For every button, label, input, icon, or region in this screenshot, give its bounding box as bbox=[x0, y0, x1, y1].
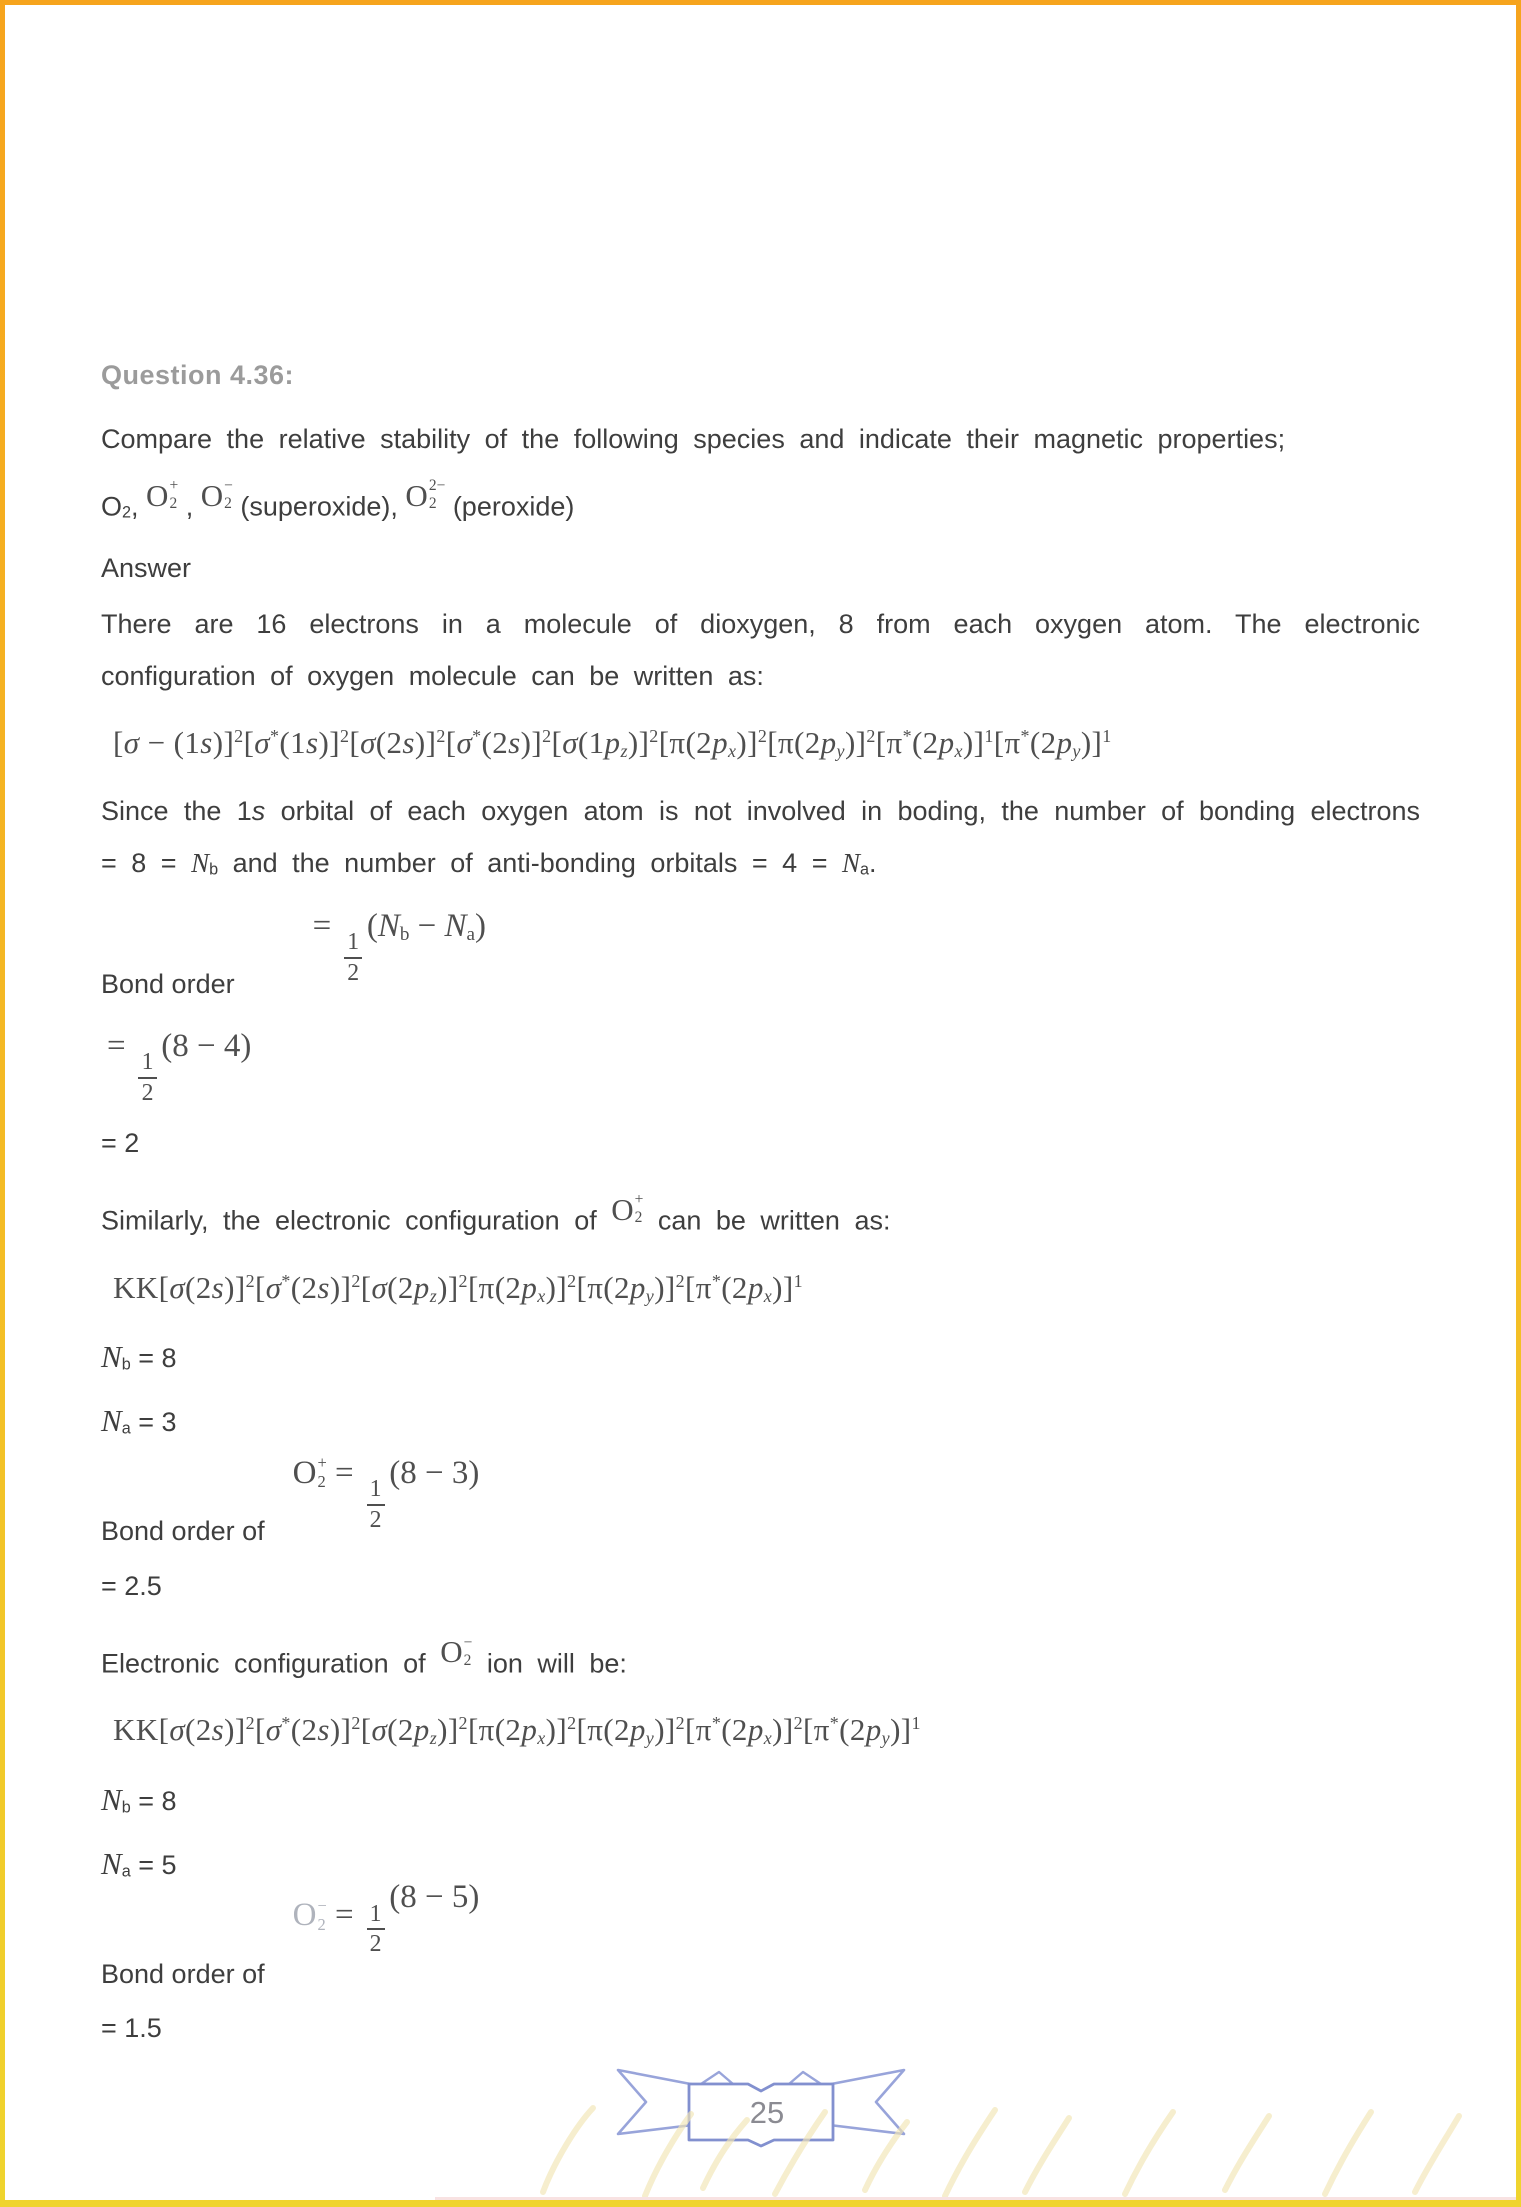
bond-order-o2minus-row bbox=[101, 1879, 1420, 1991]
nb-count-line-1: Nb = 8 bbox=[101, 1339, 177, 1375]
page-number-ribbon bbox=[615, 2063, 907, 2151]
similarly-sentence: Similarly, the electronic configuration of O + 2 can be written as: bbox=[101, 1191, 891, 1236]
nb-count-line-2: Nb = 8 bbox=[101, 1781, 177, 1817]
electronic-sentence: Electronic configuration of O − 2 ion will be: bbox=[101, 1633, 627, 1679]
question-heading: Question 4.36: bbox=[101, 360, 295, 390]
ribbon-right-fold bbox=[789, 2072, 821, 2084]
answer-label: Answer bbox=[101, 553, 192, 584]
bond-order-result-o2plus: = 2.5 bbox=[101, 1570, 162, 1601]
bond-order-definition-formula: = $\frac{1}{2}$ (Nb − Na) bbox=[312, 908, 487, 987]
bond-order-of-label-1: Bond order of bbox=[101, 1516, 265, 1547]
main-config-formula: $[\sigma - (1s)]^2[\sigma^*(1s)]^2[\sigma(2s)]^2[\sigma^*(2s)]^2[\sigma(1pz)]^2[\pi(2px)]^2[\pi(2py)]^2[\pi^*(2px)]^1[\pi^*(2py)]^1$ bbox=[113, 725, 1112, 762]
na-count-line-2: Na = 5 bbox=[101, 1846, 177, 1882]
bottom-pink-hairline bbox=[435, 2197, 1516, 2200]
o2minus-config-formula: $KK[\sigma(2s)]^2[\sigma^*(2s)]^2[\sigma(2pz)]^2[\pi(2px)]^2[\pi(2py)]^2[\pi^*(2px)]^2[\pi^*(2py)]^1$ bbox=[113, 1712, 921, 1749]
na-count-line-1: Na = 3 bbox=[101, 1403, 177, 1439]
bond-order-o2plus-formula: O + 2 = $\frac{1}{2}$ (8 − 3) bbox=[292, 1453, 480, 1533]
ribbon-banner-icon bbox=[615, 2063, 907, 2151]
page-number: 25 bbox=[749, 2094, 784, 2130]
o2plus-config-formula: $KK[\sigma(2s)]^2[\sigma^*(2s)]^2[\sigma(2pz)]^2[\pi(2px)]^2[\pi(2py)]^2[\pi^*(2px)]^1$ bbox=[113, 1269, 803, 1306]
question-text: Compare the relative stability of the following species and indicate their magnetic properties; bbox=[101, 424, 1286, 455]
page-content bbox=[5, 359, 1516, 2151]
page-sheet bbox=[5, 5, 1516, 2200]
bond-order-o2minus-formula: O − 2 = $\frac{1}{2}$ (8 − 5) bbox=[292, 1879, 480, 1958]
since-paragraph: Since the 1s orbital of each oxygen atom is not involved in boding, the number of bonding electrons = 8 = Nb and the number of anti-bonding orbitals = 4 = Na. bbox=[101, 795, 1421, 879]
bond-order-result-o2: = 2 bbox=[101, 1128, 140, 1159]
bond-order-definition-row bbox=[101, 908, 1420, 1002]
intro-paragraph: There are 16 electrons in a molecule of dioxygen, 8 from each oxygen atom. The electronic configuration of oxygen molecule can be written as: bbox=[101, 609, 1420, 692]
bond-order-label: Bond order bbox=[101, 969, 235, 1000]
bond-order-o2plus-row bbox=[101, 1453, 1420, 1549]
bond-order-result-o2minus: = 1.5 bbox=[101, 2013, 162, 2044]
bond-order-of-label-2: Bond order of bbox=[101, 1958, 265, 1989]
species-line: O2, O + 2 , O − 2 (superoxide), O 2− 2 (peroxide) bbox=[101, 477, 575, 523]
ribbon-left-fold bbox=[701, 2072, 733, 2084]
bond-order-calculation-o2: = $\frac{1}{2}$ (8 − 4) bbox=[107, 1028, 252, 1107]
